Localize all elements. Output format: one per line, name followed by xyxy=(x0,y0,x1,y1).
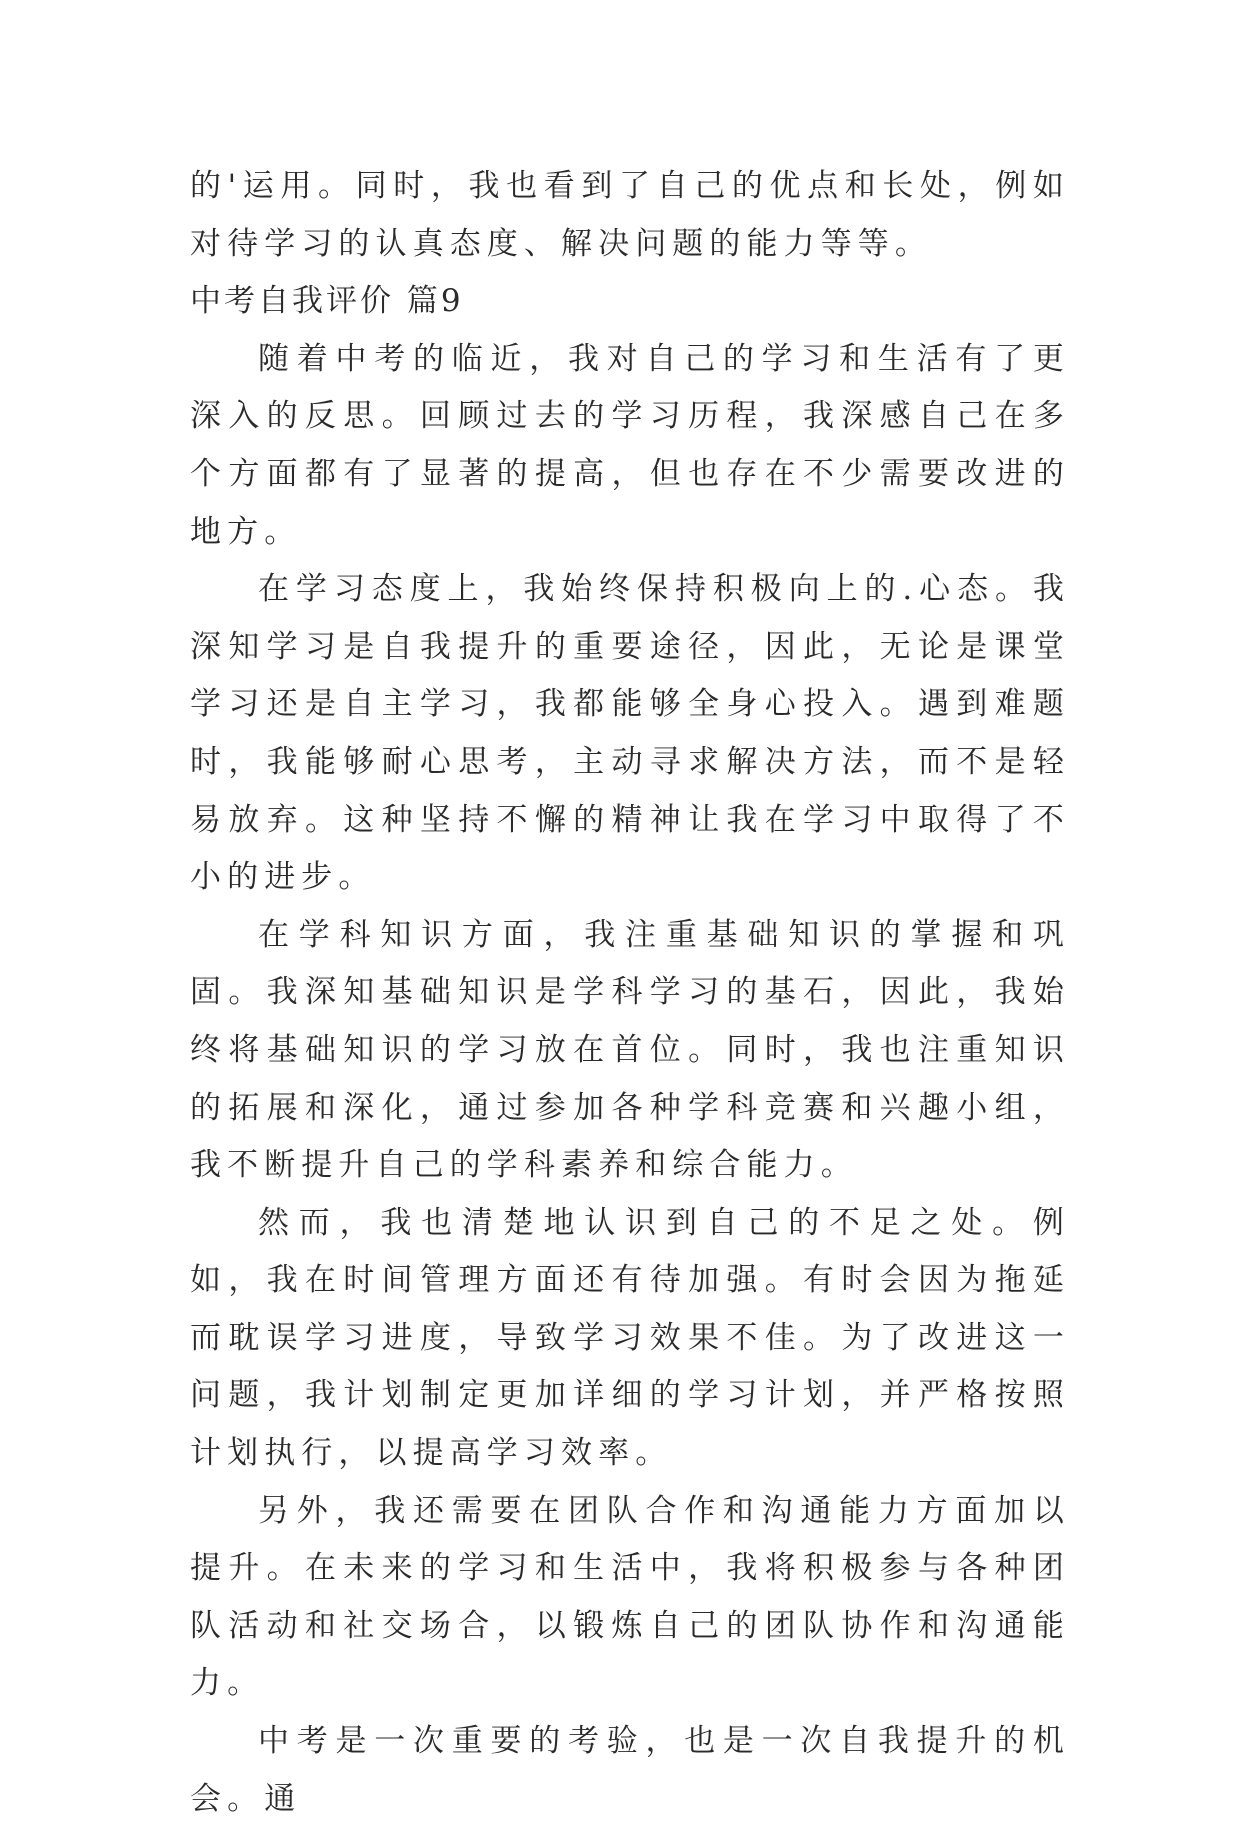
document-body xyxy=(190,158,1070,1828)
section-heading: 中考自我评价 篇9 xyxy=(190,283,464,320)
paragraph-3: 在学科知识方面，我注重基础知识的掌握和巩固。我深知基础知识是学科学习的基石，因此，我始终将基础知识的学习放在首位。同时，我也注重知识的拓展和深化，通过参加各种学科竞赛和兴趣小组，我不断提升自己的学科素养和综合能力。 xyxy=(190,916,1070,1184)
paragraph-1: 随着中考的临近，我对自己的学习和生活有了更深入的反思。回顾过去的学习历程，我深感自己在多个方面都有了显著的提高，但也存在不少需要改进的地方。 xyxy=(190,340,1070,550)
paragraph-6: 中考是一次重要的考验，也是一次自我提升的机会。通 xyxy=(190,1723,1070,1817)
paragraph-4: 然而，我也清楚地认识到自己的不足之处。例如，我在时间管理方面还有待加强。有时会因为拖延而耽误学习进度，导致学习效果不佳。为了改进这一问题，我计划制定更加详细的学习计划，并严格按照计划执行，以提高学习效率。 xyxy=(190,1204,1070,1472)
lead-paragraph: 的'运用。同时，我也看到了自己的优点和长处，例如对待学习的认真态度、解决问题的能力等等。 xyxy=(190,168,1070,262)
paragraph-5: 另外，我还需要在团队合作和沟通能力方面加以提升。在未来的学习和生活中，我将积极参与各种团队活动和社交场合，以锻炼自己的团队协作和沟通能力。 xyxy=(190,1492,1070,1702)
paragraph-2: 在学习态度上，我始终保持积极向上的.心态。我深知学习是自我提升的重要途径，因此，无论是课堂学习还是自主学习，我都能够全身心投入。遇到难题时，我能够耐心思考，主动寻求解决方法，而不是轻易放弃。这种坚持不懈的精神让我在学习中取得了不小的进步。 xyxy=(190,571,1070,896)
